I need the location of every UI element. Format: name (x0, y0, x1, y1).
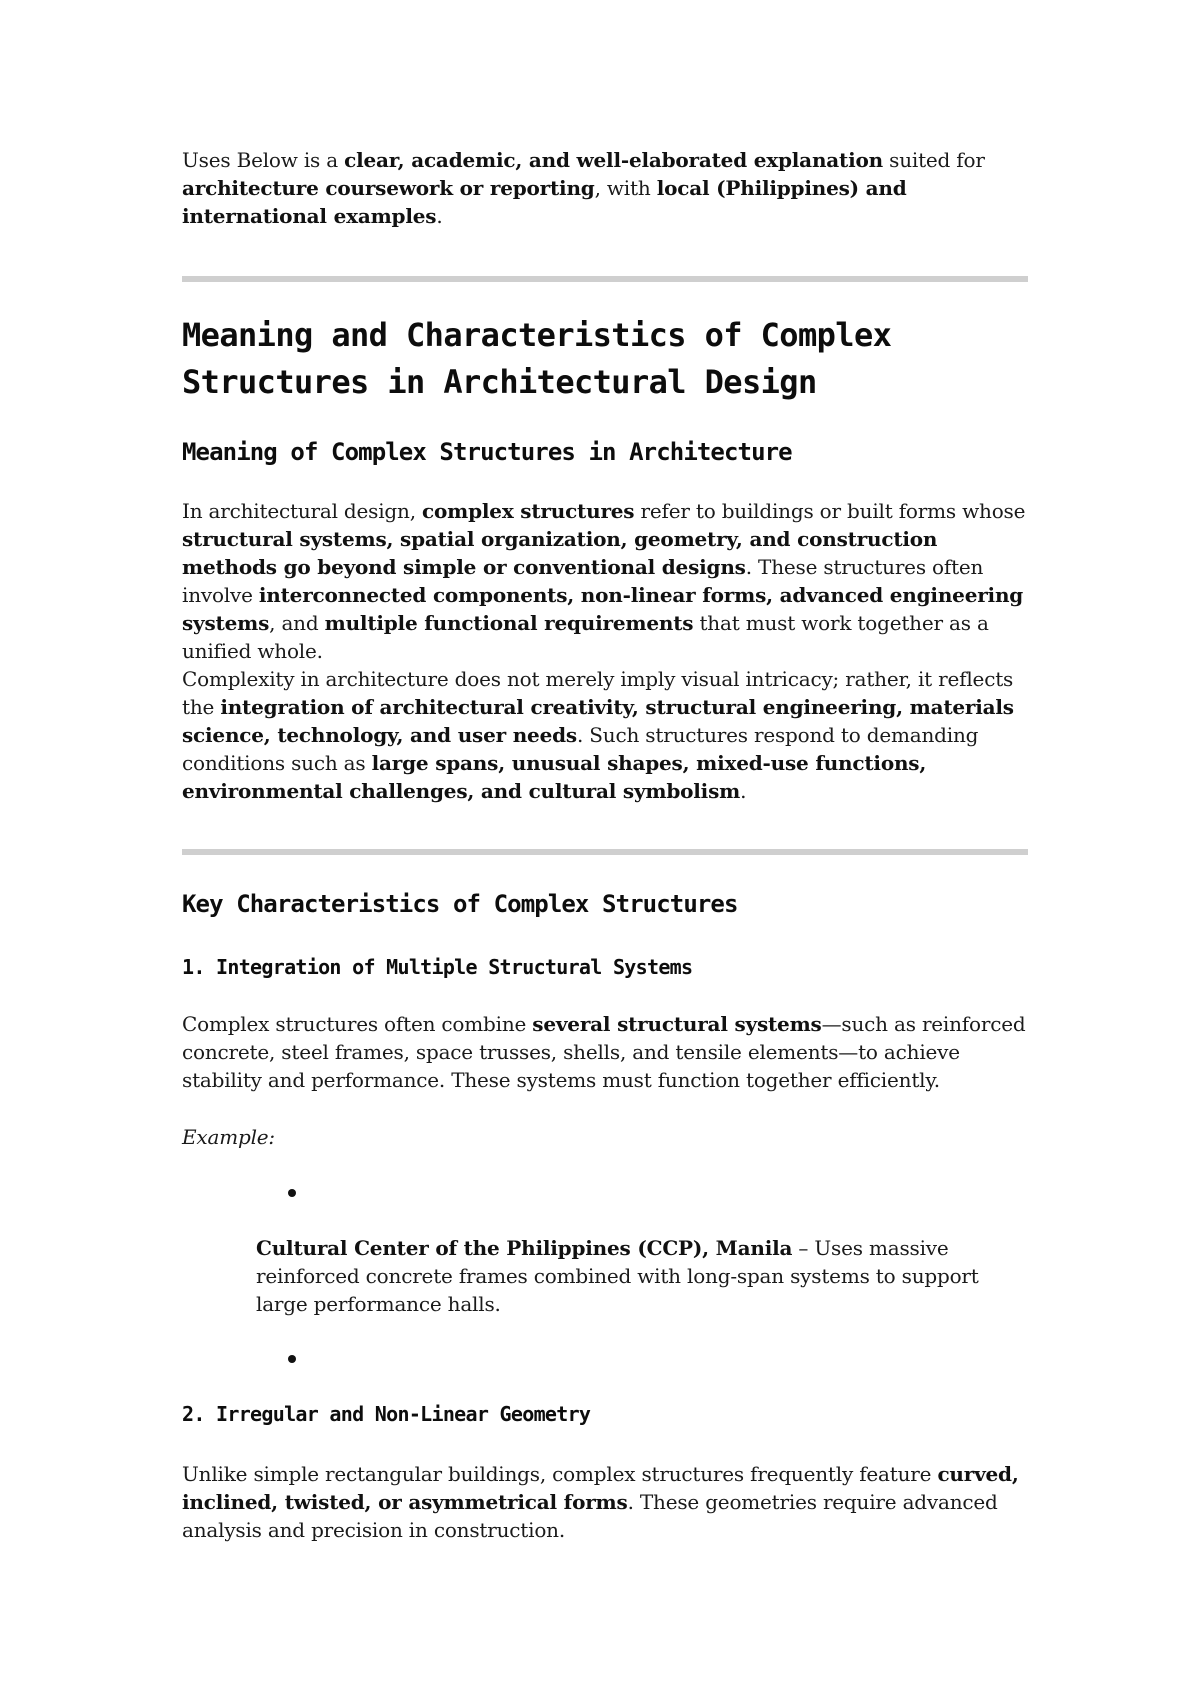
subheading-item-1: 1. Integration of Multiple Structural Systems (182, 955, 693, 979)
horizontal-rule (182, 849, 1028, 855)
item-1-paragraph: Complex structures often combine several structural systems—such as reinforced concrete, steel frames, space trusses, shells, and tensile elements—to achieve stability and performance. These systems must function together efficiently. (182, 1012, 1026, 1092)
bullet-icon (288, 1189, 296, 1197)
horizontal-rule (182, 276, 1028, 282)
item-2-paragraph: Unlike simple rectangular buildings, complex structures frequently feature curved, inclined, twisted, or asymmetrical forms. These geometries require advanced analysis and precision in construction. (182, 1462, 1019, 1542)
subheading-item-2: 2. Irregular and Non-Linear Geometry (182, 1402, 591, 1426)
intro-paragraph: Uses Below is a clear, academic, and well-elaborated explanation suited for architecture coursework or reporting, with local (Philippines) and international examples. (182, 148, 985, 228)
document-title: Meaning and Characteristics of Complex Structures in Architectural Design (182, 316, 892, 401)
example-label: Example: (182, 1125, 275, 1149)
bullet-icon (288, 1355, 296, 1363)
meaning-paragraph-1: In architectural design, complex structures refer to buildings or built forms whose structural systems, spatial organization, geometry, and construction methods go beyond simple or conventional designs. These structures often involve interconnected components, non-linear forms, advanced engineering systems, and multiple functional requirements that must work together as a unified whole. (182, 499, 1026, 663)
example-ccp: Cultural Center of the Philippines (CCP), Manila – Uses massive reinforced concrete frames combined with long-span systems to support large performance halls. (256, 1236, 979, 1316)
meaning-paragraph-2: Complexity in architecture does not merely imply visual intricacy; rather, it reflects the integration of architectural creativity, structural engineering, materials science, technology, and user needs. Such structures respond to demanding conditions such as large spans, unusual shapes, mixed-use functions, environmental challenges, and cultural symbolism. (182, 667, 1014, 803)
section-heading-meaning: Meaning of Complex Structures in Architecture (182, 438, 792, 466)
section-heading-key-characteristics: Key Characteristics of Complex Structures (182, 890, 738, 918)
